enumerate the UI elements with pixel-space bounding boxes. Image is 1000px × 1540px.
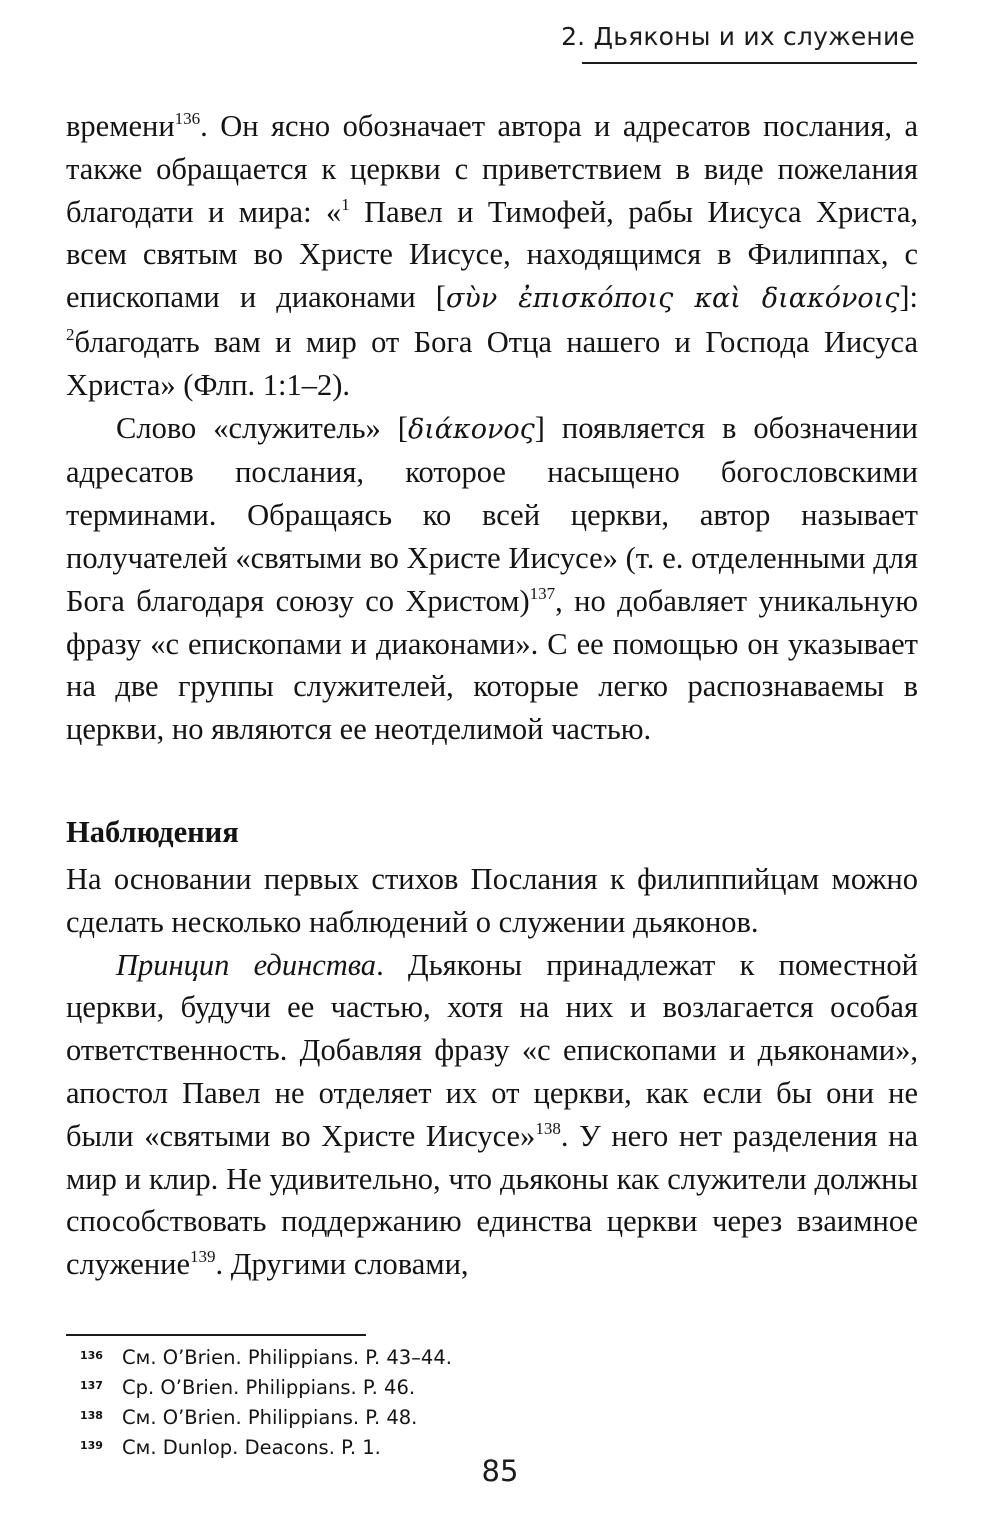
footnote-ref-138[interactable]: 138 — [535, 1118, 561, 1138]
footnote-ref-139[interactable]: 139 — [190, 1247, 216, 1267]
paragraph-lead: Принцип единства — [116, 947, 377, 982]
paragraph-4: Принцип единства. Дьяконы принадлежат к поместной церкви, будучи ее частью, хотя на них и возлагается особая ответственность. Добавляя фразу «с епископами и дьяконами», апостол Павел не отделяет их от церкви, как если бы они не были «святыми во Христе Иисусе»$^{138}$. У него нет разделения на мир и клир. Не удивительно, что дьяконы как служители должны способствовать поддержанию единства церкви через взаимное служение$^{139}$. Другими словами, — [66, 947, 918, 1282]
greek-word: διάκονος — [407, 413, 535, 445]
footnote — [80, 1344, 780, 1374]
footnote-number: 138 — [80, 1409, 103, 1422]
footnote-text: См. O’Brien. Philippians. P. 48. — [122, 1406, 418, 1429]
footnote-ref-137[interactable]: 137 — [529, 583, 556, 603]
greek-phrase: σὺν ἐπισκόποις καὶ διακόνοις — [445, 283, 900, 315]
footnote — [80, 1404, 780, 1434]
footnote-text: Ср. O’Brien. Philippians. P. 46. — [122, 1376, 416, 1399]
footnotes — [80, 1344, 780, 1464]
paragraph-2: Слово «служитель» [διάκονος] появляется в обозначении адресатов послания, которое насыщено богословскими терминами. Обращаясь ко всей церкви, автор называет получателей «святыми во Христе Иисусе» (т. е. отделенными для Бога благодаря союзу со Христом)$^{137}$, но добавляет уникальную фразу «с епископами и диаконами». С ее помощью он указывает на две группы служителей, которые легко распознаваемы в церкви, но являются ее неотделимой частью. — [66, 410, 918, 747]
footnote-ref-136[interactable]: 136 — [174, 109, 201, 128]
footnote-number: 139 — [80, 1439, 103, 1452]
verse-number-2: 2 — [66, 324, 75, 344]
footnote-text: См. O’Brien. Philippians. P. 43–44. — [122, 1346, 452, 1369]
body-text-top — [66, 105, 918, 751]
footnote-text: См. Dunlop. Deacons. P. 1. — [122, 1436, 381, 1459]
paragraph-1: времени$^{136}$. Он ясно обозначает автора и адресатов послания, а также обращается к церкви с приветствием в виде пожелания благодати и мира: «$^1$ Павел и Тимофей, рабы Иисуса Христа, всем святым во Христе Иисусе, находящимся в Филиппах, с епископами и диаконами [σὺν ἐπισκόποις καὶ διακόνοις]: $^2$благодать вам и мир от Бога Отца нашего и Господа Иисуса Христа» (Флп. 1:1–2). — [66, 109, 918, 402]
footnote-number: 136 — [80, 1349, 103, 1362]
section-heading: Наблюдения — [66, 815, 239, 849]
running-head: 2. Дьяконы и их служение — [561, 22, 915, 51]
verse-number-1: 1 — [341, 194, 350, 214]
body-text-bottom — [66, 858, 918, 1286]
page-number: 85 — [481, 1454, 519, 1488]
footnote-number: 137 — [80, 1379, 103, 1392]
footnote — [80, 1374, 780, 1404]
paragraph-3: На основании первых стихов Послания к филиппийцам можно сделать несколько наблюдений о служении дьяконов. — [66, 862, 918, 939]
header-rule — [582, 62, 917, 64]
footnote-rule — [66, 1334, 366, 1336]
